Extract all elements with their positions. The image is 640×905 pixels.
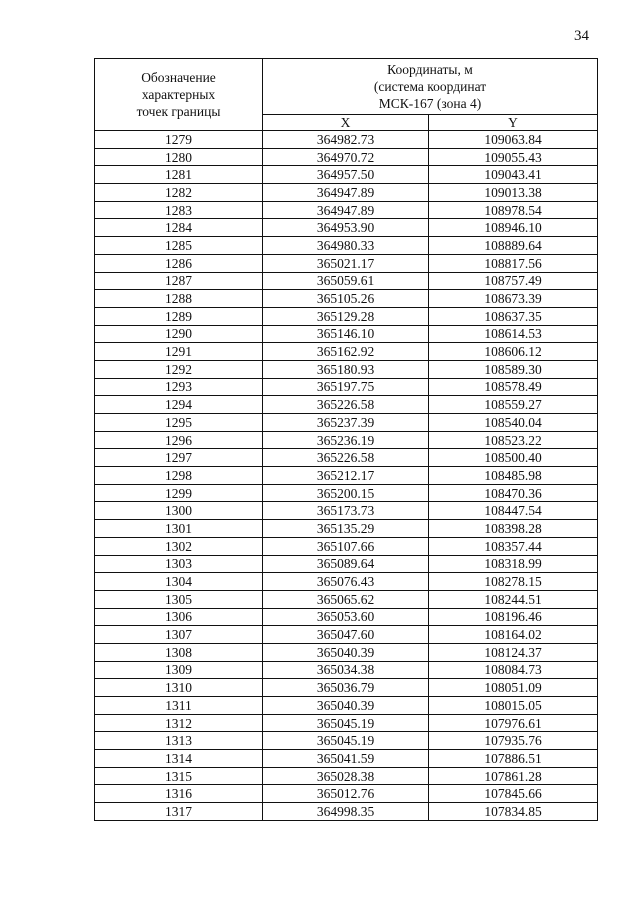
y-coordinate-cell: 107976.61	[429, 714, 598, 732]
x-coordinate-cell: 364947.89	[263, 201, 429, 219]
x-coordinate-cell: 365226.58	[263, 449, 429, 467]
x-coordinate-cell: 365212.17	[263, 467, 429, 485]
point-id-cell: 1304	[95, 573, 263, 591]
table-row	[95, 343, 598, 361]
y-coordinate-cell: 108357.44	[429, 537, 598, 555]
point-header-line: Обозначение	[141, 70, 216, 85]
y-coordinate-cell: 108196.46	[429, 608, 598, 626]
point-id-cell: 1306	[95, 608, 263, 626]
x-coordinate-cell: 365173.73	[263, 502, 429, 520]
table-row	[95, 661, 598, 679]
table-row	[95, 414, 598, 432]
x-coordinate-cell: 365034.38	[263, 661, 429, 679]
point-id-cell: 1315	[95, 767, 263, 785]
x-coordinate-cell: 365076.43	[263, 573, 429, 591]
x-coordinate-cell: 364953.90	[263, 219, 429, 237]
x-coordinate-cell: 365226.58	[263, 396, 429, 414]
y-coordinate-cell: 108447.54	[429, 502, 598, 520]
x-coordinate-cell: 365036.79	[263, 679, 429, 697]
table-row	[95, 131, 598, 149]
x-coordinate-cell: 365045.19	[263, 732, 429, 750]
x-coordinate-cell: 365236.19	[263, 431, 429, 449]
point-id-cell: 1293	[95, 378, 263, 396]
y-coordinate-cell: 107935.76	[429, 732, 598, 750]
table-row	[95, 785, 598, 803]
y-coordinate-cell: 108578.49	[429, 378, 598, 396]
point-id-cell: 1300	[95, 502, 263, 520]
y-coordinate-cell: 107861.28	[429, 767, 598, 785]
y-coordinate-cell: 109013.38	[429, 184, 598, 202]
x-coordinate-cell: 365012.76	[263, 785, 429, 803]
x-coordinate-cell: 365180.93	[263, 360, 429, 378]
x-coordinate-cell: 365197.75	[263, 378, 429, 396]
point-id-cell: 1297	[95, 449, 263, 467]
coordinates-header	[263, 59, 598, 115]
point-id-cell: 1298	[95, 467, 263, 485]
x-coordinate-cell: 364980.33	[263, 237, 429, 255]
x-coordinate-cell: 365200.15	[263, 484, 429, 502]
y-coordinate-cell: 108889.64	[429, 237, 598, 255]
x-coordinate-cell: 364970.72	[263, 148, 429, 166]
x-coordinate-cell: 365107.66	[263, 537, 429, 555]
table-row	[95, 502, 598, 520]
table-row	[95, 431, 598, 449]
x-coordinate-cell: 365065.62	[263, 590, 429, 608]
x-coordinate-cell: 365040.39	[263, 697, 429, 715]
table-row	[95, 643, 598, 661]
point-id-cell: 1288	[95, 290, 263, 308]
point-header-line: точек границы	[136, 104, 221, 119]
y-coordinate-cell: 108606.12	[429, 343, 598, 361]
point-id-cell: 1305	[95, 590, 263, 608]
table-row	[95, 219, 598, 237]
point-id-cell: 1311	[95, 697, 263, 715]
table-row	[95, 520, 598, 538]
table-row	[95, 378, 598, 396]
y-coordinate-cell: 108084.73	[429, 661, 598, 679]
y-coordinate-cell: 108757.49	[429, 272, 598, 290]
coords-header-line: МСК-167 (зона 4)	[378, 96, 482, 111]
y-coordinate-cell: 108637.35	[429, 307, 598, 325]
table-row	[95, 272, 598, 290]
table-row	[95, 148, 598, 166]
x-coordinate-cell: 365089.64	[263, 555, 429, 573]
x-coordinate-cell: 365041.59	[263, 750, 429, 768]
point-id-cell: 1290	[95, 325, 263, 343]
y-coordinate-cell: 109055.43	[429, 148, 598, 166]
boundary-points-table	[94, 58, 598, 821]
y-coordinate-cell: 108398.28	[429, 520, 598, 538]
table-row	[95, 166, 598, 184]
point-id-cell: 1279	[95, 131, 263, 149]
x-coordinate-cell: 365047.60	[263, 626, 429, 644]
table-row	[95, 608, 598, 626]
y-coordinate-cell: 109043.41	[429, 166, 598, 184]
y-coordinate-cell: 108614.53	[429, 325, 598, 343]
point-id-cell: 1283	[95, 201, 263, 219]
table-row	[95, 573, 598, 591]
y-coordinate-cell: 108978.54	[429, 201, 598, 219]
point-id-cell: 1295	[95, 414, 263, 432]
x-coordinate-cell: 365045.19	[263, 714, 429, 732]
table-row	[95, 750, 598, 768]
y-coordinate-cell: 108470.36	[429, 484, 598, 502]
x-coordinate-cell: 364947.89	[263, 184, 429, 202]
point-id-cell: 1309	[95, 661, 263, 679]
x-column-header: X	[263, 115, 429, 131]
point-id-cell: 1314	[95, 750, 263, 768]
table-row	[95, 254, 598, 272]
point-id-cell: 1310	[95, 679, 263, 697]
table-row	[95, 467, 598, 485]
point-id-cell: 1285	[95, 237, 263, 255]
point-id-cell: 1302	[95, 537, 263, 555]
table-row	[95, 555, 598, 573]
y-coordinate-cell: 108673.39	[429, 290, 598, 308]
point-id-cell: 1292	[95, 360, 263, 378]
table-row	[95, 307, 598, 325]
x-coordinate-cell: 365021.17	[263, 254, 429, 272]
coords-header-line: (система координат	[373, 79, 487, 94]
x-coordinate-cell: 364957.50	[263, 166, 429, 184]
point-id-cell: 1317	[95, 803, 263, 821]
table-row	[95, 537, 598, 555]
table-row	[95, 237, 598, 255]
table-row	[95, 201, 598, 219]
table-row	[95, 697, 598, 715]
point-id-cell: 1284	[95, 219, 263, 237]
table-row	[95, 325, 598, 343]
y-coordinate-cell: 108318.99	[429, 555, 598, 573]
point-id-cell: 1291	[95, 343, 263, 361]
x-coordinate-cell: 365105.26	[263, 290, 429, 308]
point-id-cell: 1280	[95, 148, 263, 166]
point-id-cell: 1287	[95, 272, 263, 290]
table-row	[95, 449, 598, 467]
table-row	[95, 803, 598, 821]
point-id-cell: 1296	[95, 431, 263, 449]
x-coordinate-cell: 365053.60	[263, 608, 429, 626]
y-coordinate-cell: 108164.02	[429, 626, 598, 644]
y-coordinate-cell: 108051.09	[429, 679, 598, 697]
table-row	[95, 714, 598, 732]
point-id-cell: 1282	[95, 184, 263, 202]
y-coordinate-cell: 107886.51	[429, 750, 598, 768]
point-id-cell: 1289	[95, 307, 263, 325]
y-coordinate-cell: 108500.40	[429, 449, 598, 467]
point-designation-header	[95, 59, 263, 131]
point-id-cell: 1313	[95, 732, 263, 750]
y-coordinate-cell: 108523.22	[429, 431, 598, 449]
coords-header-line: Координаты, м	[387, 62, 473, 77]
table-row	[95, 484, 598, 502]
table-body	[95, 131, 598, 821]
table-row	[95, 626, 598, 644]
page-number: 34	[574, 28, 589, 44]
y-coordinate-cell: 107834.85	[429, 803, 598, 821]
table-row	[95, 290, 598, 308]
point-id-cell: 1294	[95, 396, 263, 414]
table-row	[95, 767, 598, 785]
table-row	[95, 360, 598, 378]
point-id-cell: 1308	[95, 643, 263, 661]
y-coordinate-cell: 108485.98	[429, 467, 598, 485]
y-coordinate-cell: 108946.10	[429, 219, 598, 237]
x-coordinate-cell: 365237.39	[263, 414, 429, 432]
x-coordinate-cell: 364998.35	[263, 803, 429, 821]
y-coordinate-cell: 108124.37	[429, 643, 598, 661]
y-coordinate-cell: 108559.27	[429, 396, 598, 414]
y-coordinate-cell: 108817.56	[429, 254, 598, 272]
table-row	[95, 590, 598, 608]
table-row	[95, 679, 598, 697]
x-coordinate-cell: 364982.73	[263, 131, 429, 149]
x-coordinate-cell: 365162.92	[263, 343, 429, 361]
table-row	[95, 184, 598, 202]
x-coordinate-cell: 365135.29	[263, 520, 429, 538]
y-column-header: Y	[429, 115, 598, 131]
x-coordinate-cell: 365059.61	[263, 272, 429, 290]
x-coordinate-cell: 365146.10	[263, 325, 429, 343]
point-id-cell: 1286	[95, 254, 263, 272]
point-id-cell: 1303	[95, 555, 263, 573]
y-coordinate-cell: 108244.51	[429, 590, 598, 608]
table-row	[95, 396, 598, 414]
y-coordinate-cell: 109063.84	[429, 131, 598, 149]
y-coordinate-cell: 108540.04	[429, 414, 598, 432]
point-header-line: характерных	[141, 87, 216, 102]
point-id-cell: 1281	[95, 166, 263, 184]
point-id-cell: 1299	[95, 484, 263, 502]
x-coordinate-cell: 365040.39	[263, 643, 429, 661]
point-id-cell: 1316	[95, 785, 263, 803]
x-coordinate-cell: 365028.38	[263, 767, 429, 785]
point-id-cell: 1307	[95, 626, 263, 644]
x-coordinate-cell: 365129.28	[263, 307, 429, 325]
point-id-cell: 1301	[95, 520, 263, 538]
point-id-cell: 1312	[95, 714, 263, 732]
table-row	[95, 732, 598, 750]
y-coordinate-cell: 108015.05	[429, 697, 598, 715]
y-coordinate-cell: 107845.66	[429, 785, 598, 803]
table-header	[95, 59, 598, 131]
y-coordinate-cell: 108589.30	[429, 360, 598, 378]
y-coordinate-cell: 108278.15	[429, 573, 598, 591]
